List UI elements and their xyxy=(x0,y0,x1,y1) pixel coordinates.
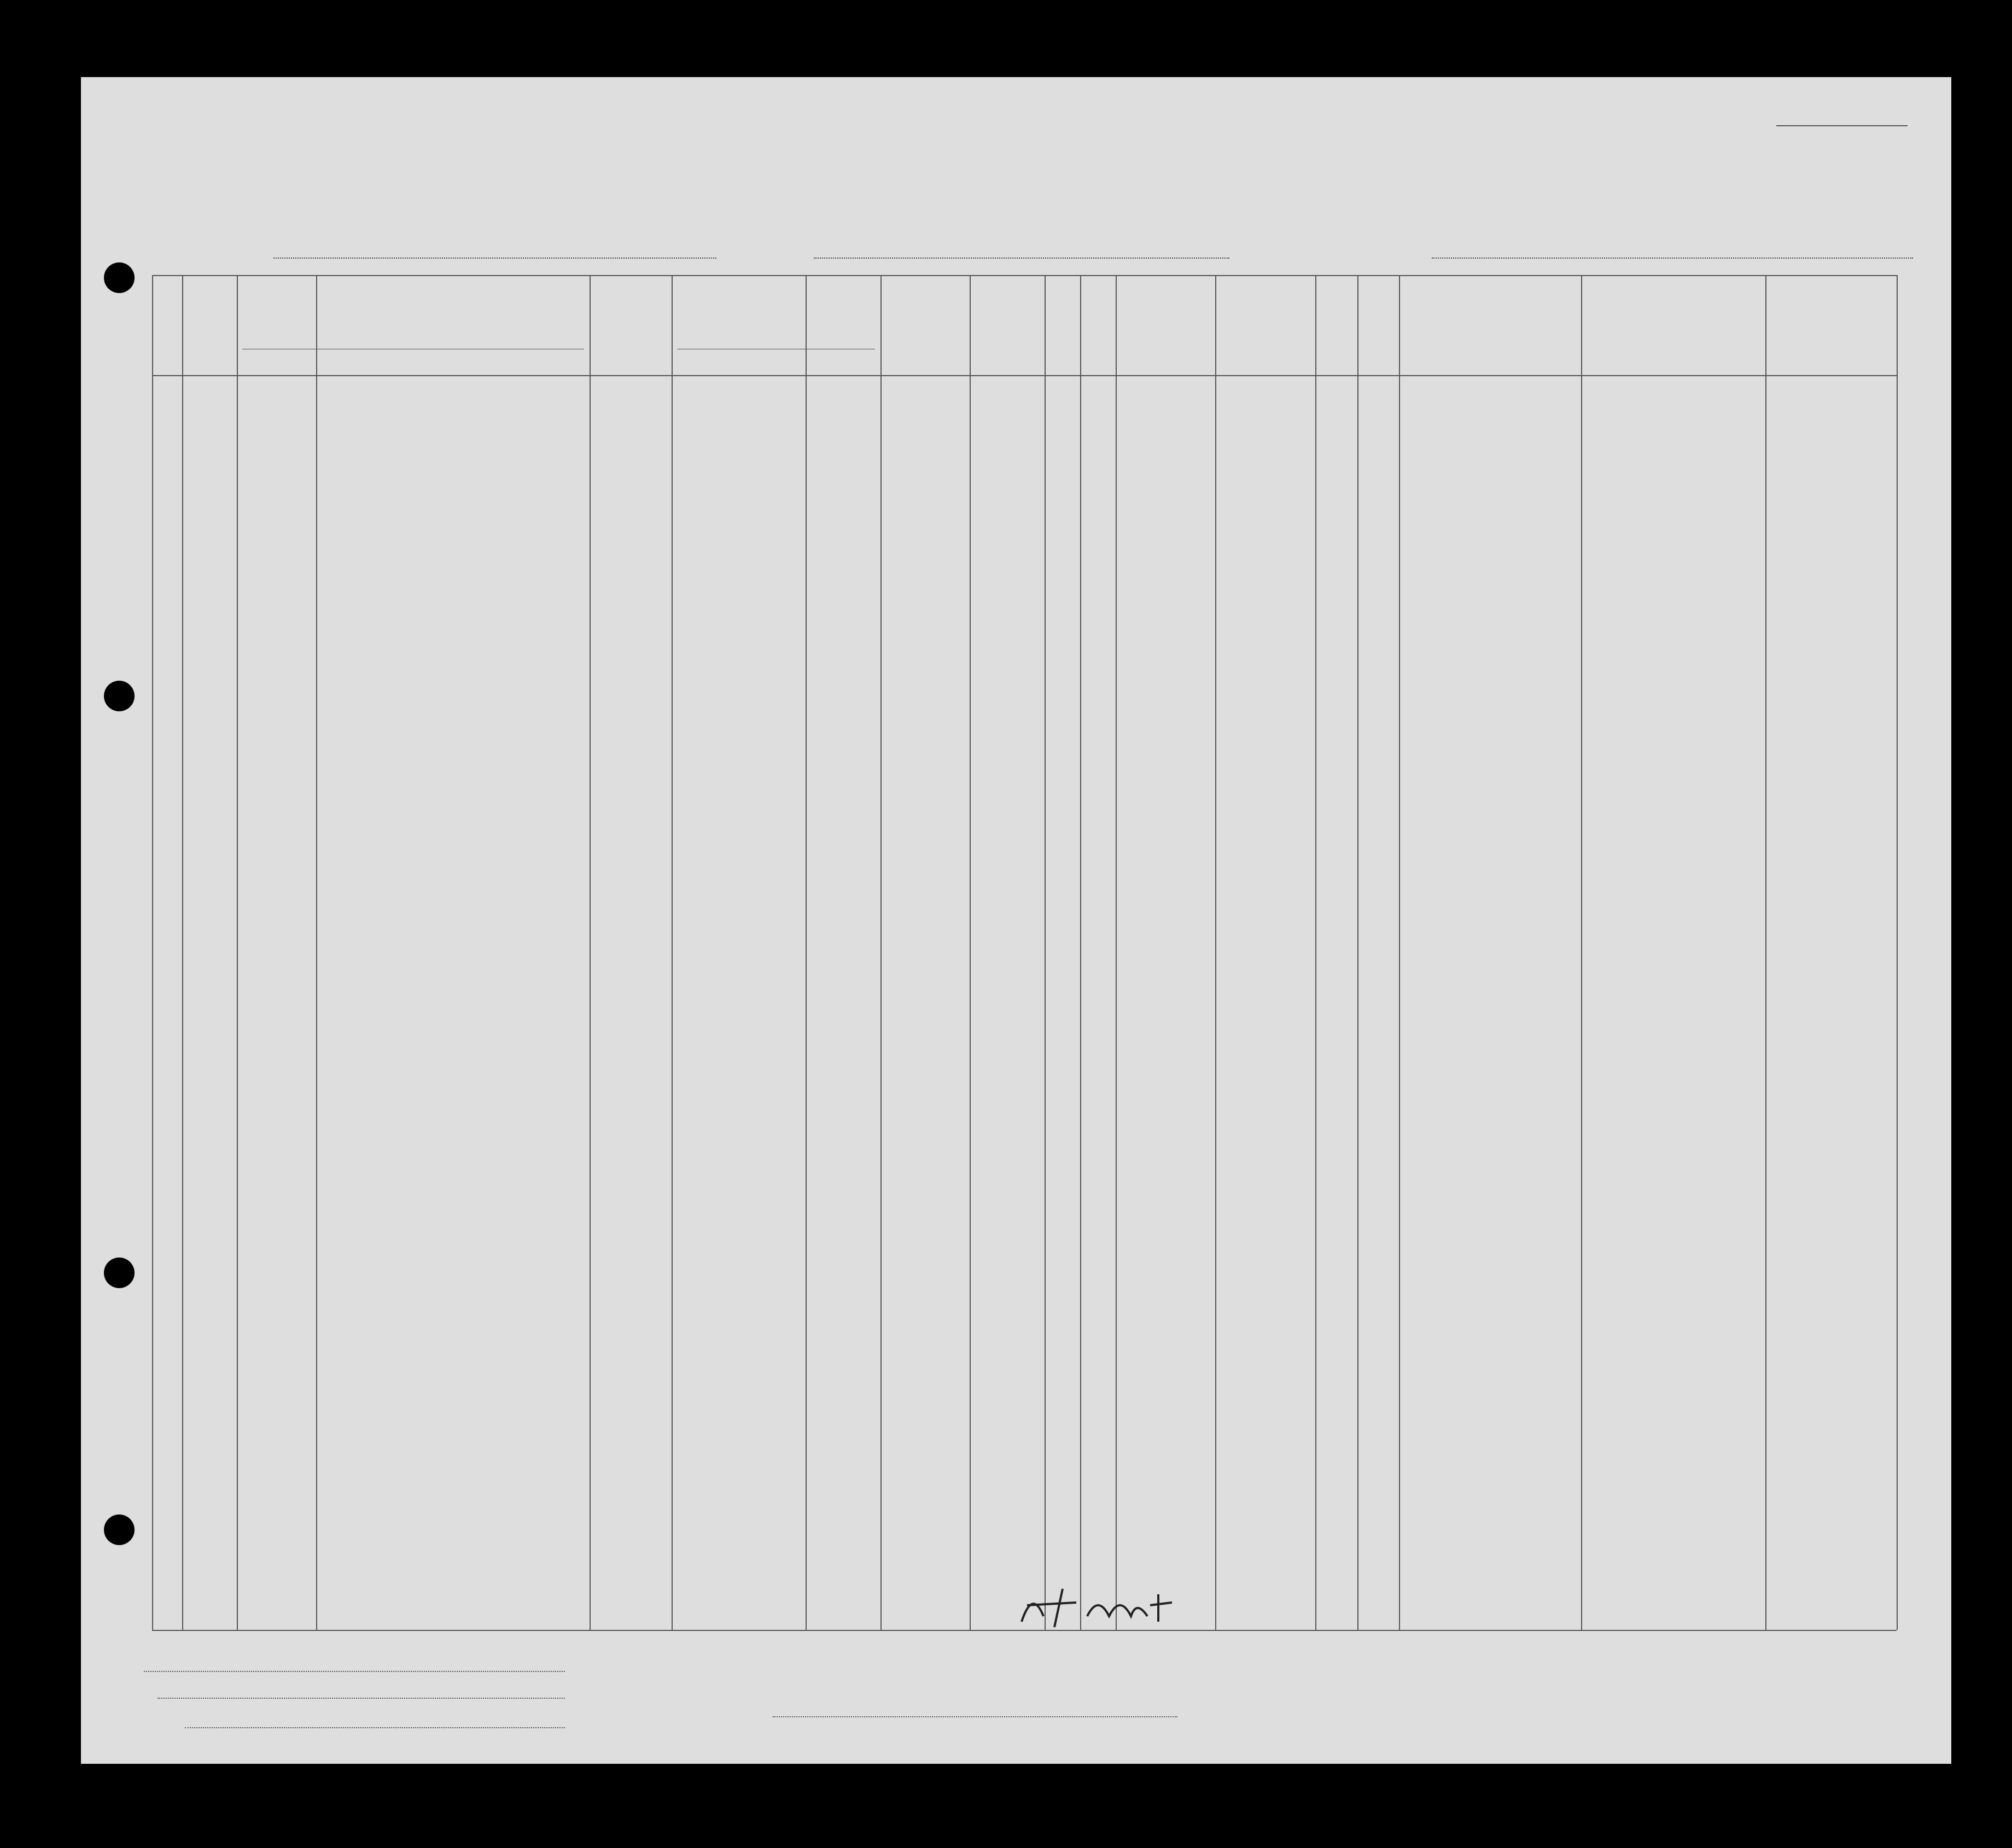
arriving-rule xyxy=(814,258,1229,259)
table-column-rule xyxy=(1080,275,1081,1630)
table-column-rule xyxy=(1315,275,1316,1630)
table-column-rule xyxy=(1116,275,1117,1630)
table-column-rule xyxy=(316,275,317,1630)
footer-line-rule xyxy=(144,1671,565,1672)
from-port-rule xyxy=(1432,258,1913,259)
binder-hole xyxy=(104,1258,135,1288)
table-column-rule xyxy=(182,275,183,1630)
table-column-rule xyxy=(1215,275,1216,1630)
footer-agents-rule xyxy=(185,1727,565,1728)
table-column-rule xyxy=(1897,275,1898,1630)
arriving-typed xyxy=(726,237,811,253)
table-header-rule xyxy=(152,375,1897,376)
table-column-rule xyxy=(1357,275,1358,1630)
signature-scribble xyxy=(1011,1583,1191,1633)
table-column-rule xyxy=(237,275,238,1630)
inspector-rule xyxy=(773,1716,1177,1717)
table-column-rule xyxy=(970,275,971,1630)
inspector-signature xyxy=(1011,1583,1191,1640)
table-column-rule xyxy=(1581,275,1582,1630)
sheet-number-rule xyxy=(1776,125,1908,126)
table-column-rule xyxy=(152,275,153,1630)
table-column-rule xyxy=(806,275,807,1630)
binder-hole xyxy=(104,681,135,711)
table-column-rule xyxy=(1045,275,1046,1630)
vessel-rule xyxy=(273,258,716,259)
footer-owners-rule xyxy=(158,1698,565,1699)
binder-hole xyxy=(104,262,135,293)
table-top-rule xyxy=(152,275,1897,276)
table-column-rule xyxy=(590,275,591,1630)
table-column-rule xyxy=(1765,275,1766,1630)
table-column-rule xyxy=(672,275,673,1630)
table-column-rule xyxy=(1399,275,1400,1630)
binder-hole xyxy=(104,1514,135,1545)
table-column-rule xyxy=(880,275,882,1630)
manifest-sheet xyxy=(81,77,1951,1764)
